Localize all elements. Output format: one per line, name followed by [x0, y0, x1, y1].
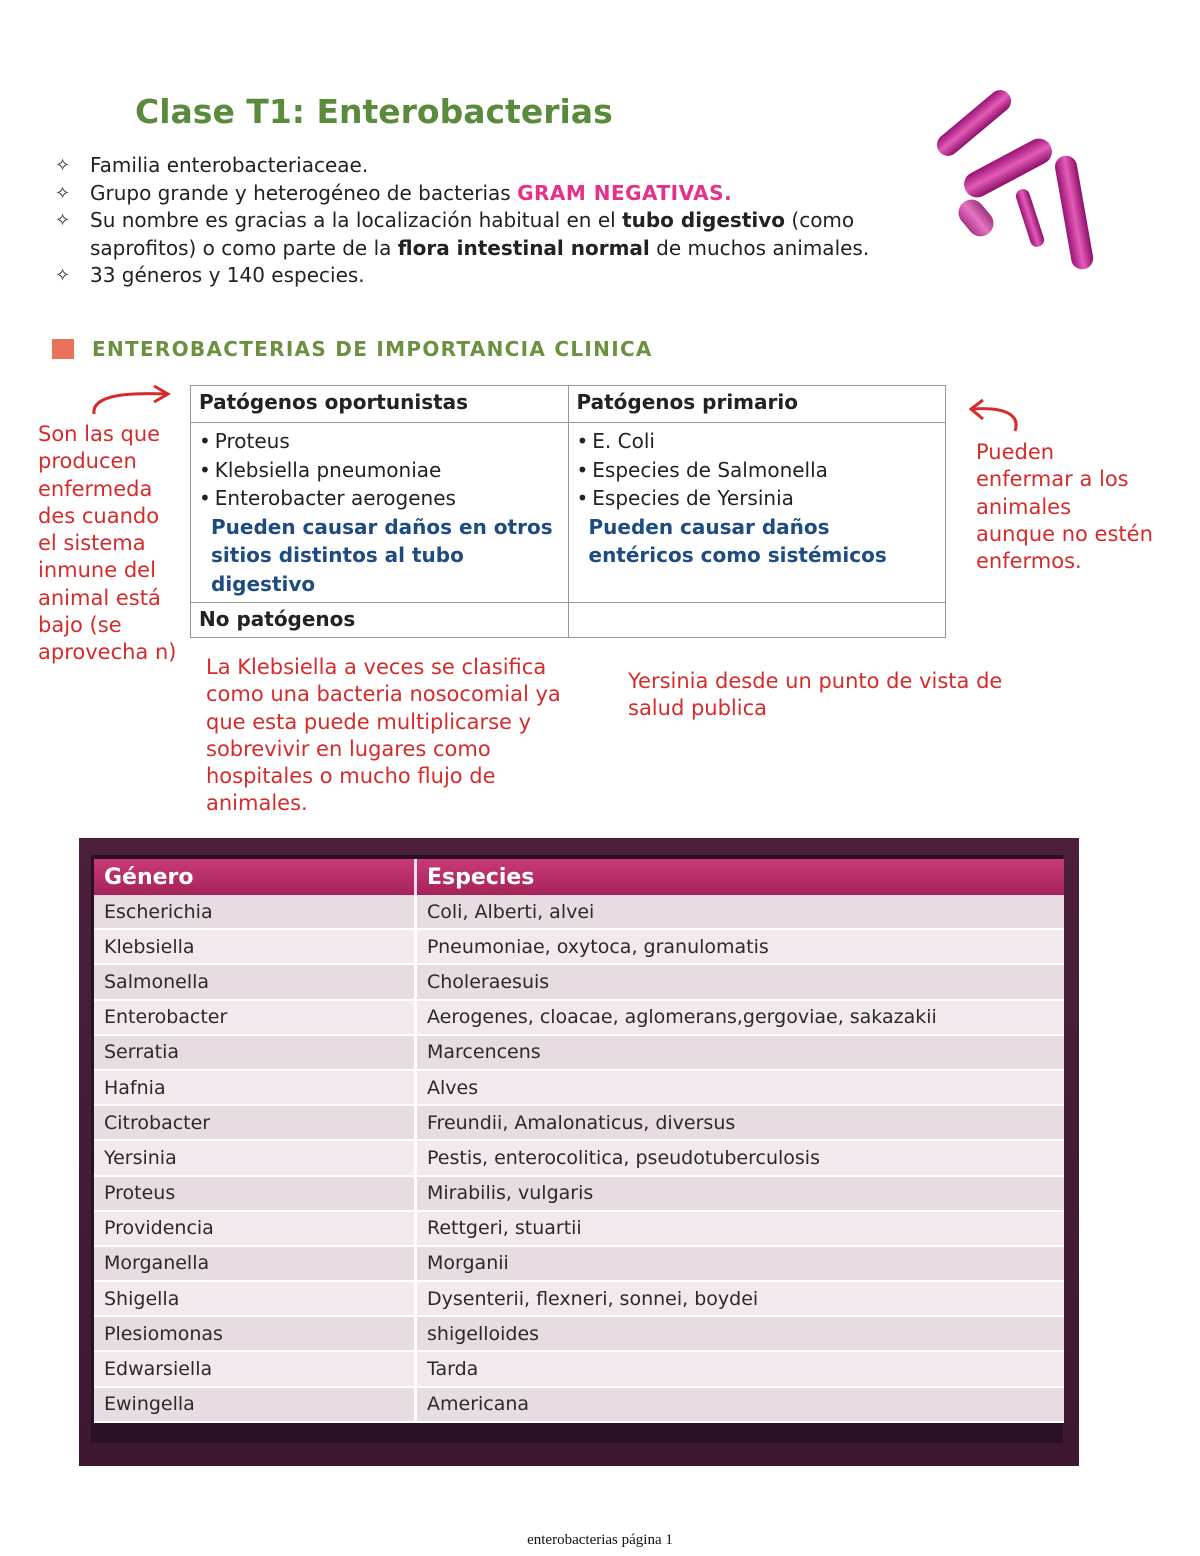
table-row — [94, 1070, 1064, 1105]
section-marker — [52, 339, 74, 359]
intro-bullet-list — [55, 152, 935, 290]
table-row — [94, 964, 1064, 999]
annotation-yersinia: Yersinia desde un punto de vista de salud publica — [628, 669, 1003, 721]
genus-cell: Salmonella — [94, 964, 416, 999]
gram-negative-highlight: GRAM NEGATIVAS. — [517, 180, 733, 205]
opportunistic-cell — [191, 423, 569, 603]
species-cell: Rettgeri, stuartii — [416, 1211, 1065, 1246]
opportunistic-note: Pueden causar daños en otros sitios distintos al tubo digestivo — [211, 514, 553, 596]
pathogen-classification-table — [190, 385, 946, 638]
table-row — [94, 1351, 1064, 1386]
table-row — [94, 1281, 1064, 1316]
genus-cell: Morganella — [94, 1246, 416, 1281]
diamond-star-icon: ✧ — [55, 155, 71, 176]
species-cell: Dysenterii, flexneri, sonnei, boydei — [416, 1281, 1065, 1316]
bacterium-rod — [1053, 154, 1095, 271]
species-cell: Americana — [416, 1387, 1065, 1422]
page-footer: enterobacterias página 1 — [527, 1532, 673, 1548]
table-row — [94, 929, 1064, 964]
bacterium-rod — [960, 134, 1057, 202]
species-cell: Coli, Alberti, alvei — [416, 895, 1065, 929]
bullet-item: ✧ Grupo grande y heterogéneo de bacterias GRAM NEGATIVAS. — [55, 180, 935, 208]
bacterium-rod — [953, 194, 999, 241]
genus-cell: Serratia — [94, 1035, 416, 1070]
header-opportunistic: Patógenos oportunistas — [191, 386, 569, 423]
table-row — [94, 1316, 1064, 1351]
genus-cell: Edwarsiella — [94, 1351, 416, 1386]
genus-cell: Enterobacter — [94, 1000, 416, 1035]
table-row — [94, 1211, 1064, 1246]
annotation-klebsiella: La Klebsiella a veces se clasifica como una bacteria nosocomial ya que esta puede multiplicarse y sobrevivir en lugares como hospitales o mucho flujo de animales. — [206, 655, 561, 816]
bullet-item: ✧ 33 géneros y 140 especies. — [55, 262, 935, 290]
table-row — [94, 1105, 1064, 1140]
species-cell: Marcencens — [416, 1035, 1065, 1070]
diamond-star-icon: ✧ — [55, 182, 71, 204]
primary-cell — [568, 423, 946, 603]
species-cell: Freundii, Amalonaticus, diversus — [416, 1105, 1065, 1140]
table-row — [94, 1246, 1064, 1281]
genus-cell: Proteus — [94, 1176, 416, 1211]
species-cell: Choleraesuis — [416, 964, 1065, 999]
genus-species-table — [94, 859, 1064, 1423]
species-cell: Pestis, enterocolitica, pseudotuberculosis — [416, 1140, 1065, 1175]
table-row — [94, 895, 1064, 929]
genus-cell: Ewingella — [94, 1387, 416, 1422]
genus-cell: Escherichia — [94, 895, 416, 929]
bullet-item: ✧ Su nombre es gracias a la localización habitual en el tubo digestivo (como saprofitos) o como parte de la flora intestinal normal de muchos animales. — [55, 208, 870, 260]
genus-cell: Shigella — [94, 1281, 416, 1316]
genus-cell: Yersinia — [94, 1140, 416, 1175]
genus-table-image — [79, 838, 1079, 1466]
genus-cell: Providencia — [94, 1211, 416, 1246]
primary-note: Pueden causar daños entéricos como sistémicos — [588, 514, 887, 567]
table-row — [94, 1176, 1064, 1211]
genus-table-body — [94, 895, 1064, 1422]
header-species: Especies — [416, 859, 1065, 895]
genus-cell: Klebsiella — [94, 929, 416, 964]
list-item: • Especies de Salmonella — [577, 456, 938, 485]
species-cell: Pneumoniae, oxytoca, granulomatis — [416, 929, 1065, 964]
curved-arrow-left-icon — [965, 395, 1025, 435]
species-cell: Tarda — [416, 1351, 1065, 1386]
table-row — [94, 1387, 1064, 1422]
annotation-primary: Pueden enfermar a los animales aunque no estén enfermos. — [976, 440, 1153, 574]
header-genus: Género — [94, 859, 416, 895]
table-row — [94, 1140, 1064, 1175]
table-row — [94, 1035, 1064, 1070]
diamond-star-icon: ✧ — [55, 210, 71, 231]
table-row — [94, 1000, 1064, 1035]
genus-cell: Citrobacter — [94, 1105, 416, 1140]
list-item: • Enterobacter aerogenes — [199, 484, 560, 513]
list-item: • E. Coli — [577, 427, 938, 456]
section-heading: ENTEROBACTERIAS DE IMPORTANCIA CLINICA — [92, 337, 653, 361]
bacteria-illustration — [925, 70, 1100, 280]
page-title: Clase T1: Enterobacterias — [135, 92, 613, 131]
bacterium-rod — [932, 86, 1015, 161]
species-cell: shigelloides — [416, 1316, 1065, 1351]
species-cell: Aerogenes, cloacae, aglomerans,gergoviae, sakazakii — [416, 1000, 1065, 1035]
bacterium-rod — [1014, 187, 1046, 248]
list-item: • Proteus — [199, 427, 560, 456]
species-cell: Mirabilis, vulgaris — [416, 1176, 1065, 1211]
species-cell: Morganii — [416, 1246, 1065, 1281]
bullet-item: ✧ Familia enterobacteriaceae. — [55, 152, 935, 180]
genus-cell: Hafnia — [94, 1070, 416, 1105]
diamond-star-icon: ✧ — [55, 265, 71, 286]
header-primary: Patógenos primario — [568, 386, 946, 423]
non-pathogen-label: No patógenos — [191, 603, 569, 638]
species-cell: Alves — [416, 1070, 1065, 1105]
curved-arrow-right-icon — [88, 380, 178, 420]
genus-cell: Plesiomonas — [94, 1316, 416, 1351]
list-item: • Klebsiella pneumoniae — [199, 456, 560, 485]
list-item: • Especies de Yersinia — [577, 484, 938, 513]
empty-cell — [568, 603, 946, 638]
annotation-opportunistic: Son las que producen enfermeda des cuando el sistema inmune del animal está bajo (se aprovecha n) — [38, 422, 177, 665]
